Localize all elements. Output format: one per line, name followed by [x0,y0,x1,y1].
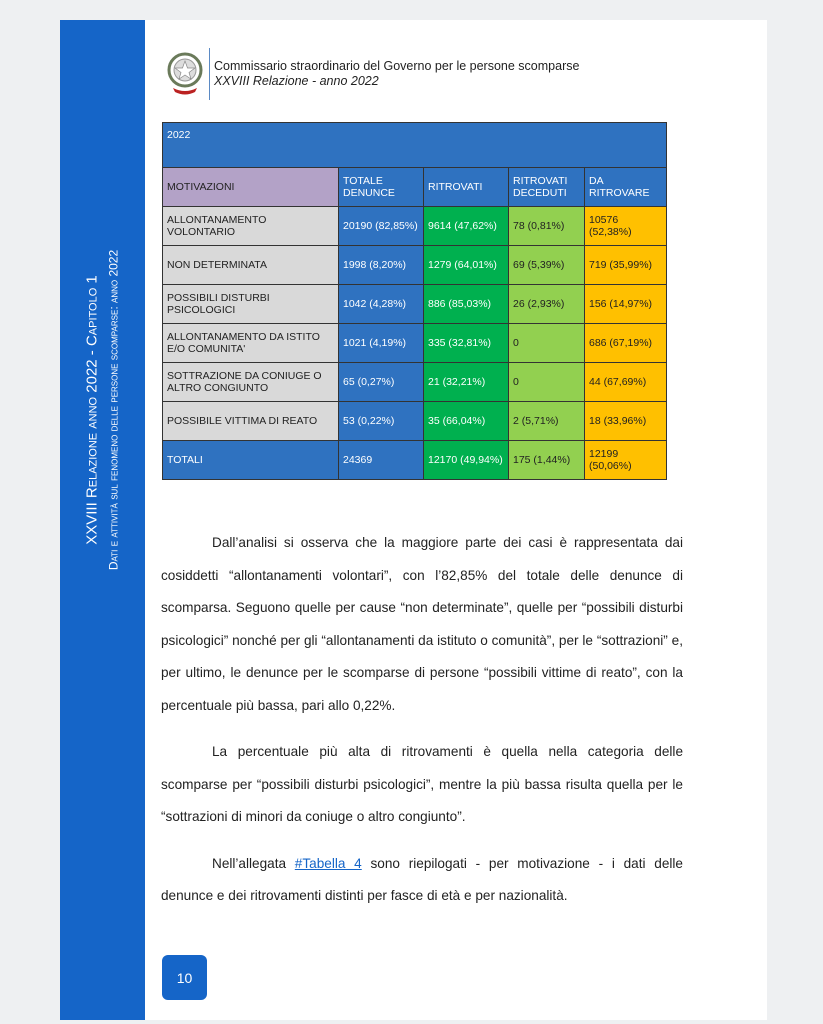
paragraph-text: Nell’allegata [212,855,295,871]
cell: 20190 (82,85%) [339,207,424,246]
sidebar-subtitle: Dati e attività sul fenomeno delle persone scomparse: anno 2022 [106,249,121,571]
table-row [163,207,667,246]
cell: 53 (0,22%) [339,402,424,441]
cell: POSSIBILI DISTURBI PSICOLOGICI [163,285,339,324]
paragraph: La percentuale più alta di ritrovamenti è quella nella categoria delle scomparse per “possibili disturbi psicologici”, mentre la più bassa risulta quella per le “sottrazioni di minori da coniuge o altro congiunto”. [161,744,683,824]
cell: 69 (5,39%) [509,246,585,285]
page-number: 10 [162,955,207,1000]
cell: 35 (66,04%) [424,402,509,441]
cell: 65 (0,27%) [339,363,424,402]
cell: 335 (32,81%) [424,324,509,363]
paragraph: Dall’analisi si osserva che la maggiore parte dei casi è rappresentata dai cosiddetti “allontanamenti volontari”, con l’82,85% del totale delle denunce di scomparsa. Seguono quelle per cause “non determinate”, quelle per “possibili disturbi psicologici” nonché per gli “allontanamenti da istituto o comunità”, per le “sottrazioni” e, per ultimo, le denunce per le scomparse di persone “possibili vittime di reato”, con la percentuale più bassa, pari allo 0,22%. [161,535,683,713]
col-header: TOTALE DENUNCE [339,168,424,207]
cell: 44 (67,69%) [585,363,667,402]
col-header: RITROVATI [424,168,509,207]
cell: 1021 (4,19%) [339,324,424,363]
cell: TOTALI [163,441,339,480]
cell: ALLONTANAMENTO VOLONTARIO [163,207,339,246]
cell: 156 (14,97%) [585,285,667,324]
table-header-row [163,168,667,207]
motivations-table [162,122,667,480]
table-totals-row [163,441,667,480]
header-org: Commissario straordinario del Governo per le persone scomparse [214,59,580,73]
cell: 18 (33,96%) [585,402,667,441]
cell: 9614 (47,62%) [424,207,509,246]
table-row [163,363,667,402]
header-subtitle: XXVIII Relazione - anno 2022 [214,74,379,88]
col-header: MOTIVAZIONI [163,168,339,207]
cell: SOTTRAZIONE DA CONIUGE O ALTRO CONGIUNTO [163,363,339,402]
paragraph-text: sono riepilogati - per motivazione - i dati delle denunce e dei ritrovamenti distinti per fasce di età e per nazionalità. [161,855,683,903]
cell: 12170 (49,94%) [424,441,509,480]
cell: 1279 (64,01%) [424,246,509,285]
sidebar-text [84,250,121,570]
cell: 21 (32,21%) [424,363,509,402]
cell: 24369 [339,441,424,480]
cell: 719 (35,99%) [585,246,667,285]
page-header [165,48,579,100]
cell: 10576 (52,38%) [585,207,667,246]
col-header: DA RITROVARE [585,168,667,207]
table-row [163,402,667,441]
cell: NON DETERMINATA [163,246,339,285]
cell: 686 (67,19%) [585,324,667,363]
republic-emblem-icon [165,48,205,100]
tabella-4-link[interactable]: #Tabella 4 [294,855,362,871]
cell: 1042 (4,28%) [339,285,424,324]
sidebar-title: XXVIII Relazione anno 2022 - Capitolo 1 [83,275,101,545]
cell: 175 (1,44%) [509,441,585,480]
cell: 0 [509,324,585,363]
col-header: RITROVATI DECEDUTI [509,168,585,207]
cell: 886 (85,03%) [424,285,509,324]
cell: 12199 (50,06%) [585,441,667,480]
cell: 26 (2,93%) [509,285,585,324]
table-year: 2022 [163,123,667,168]
table-row [163,285,667,324]
cell: 2 (5,71%) [509,402,585,441]
paragraph [161,848,683,913]
cell: 0 [509,363,585,402]
cell: 1998 (8,20%) [339,246,424,285]
cell: POSSIBILE VITTIMA DI REATO [163,402,339,441]
table-row [163,324,667,363]
cell: ALLONTANAMENTO DA ISTITO E/O COMUNITA' [163,324,339,363]
table-row [163,246,667,285]
cell: 78 (0,81%) [509,207,585,246]
body-text [161,527,683,927]
header-divider [209,48,210,100]
